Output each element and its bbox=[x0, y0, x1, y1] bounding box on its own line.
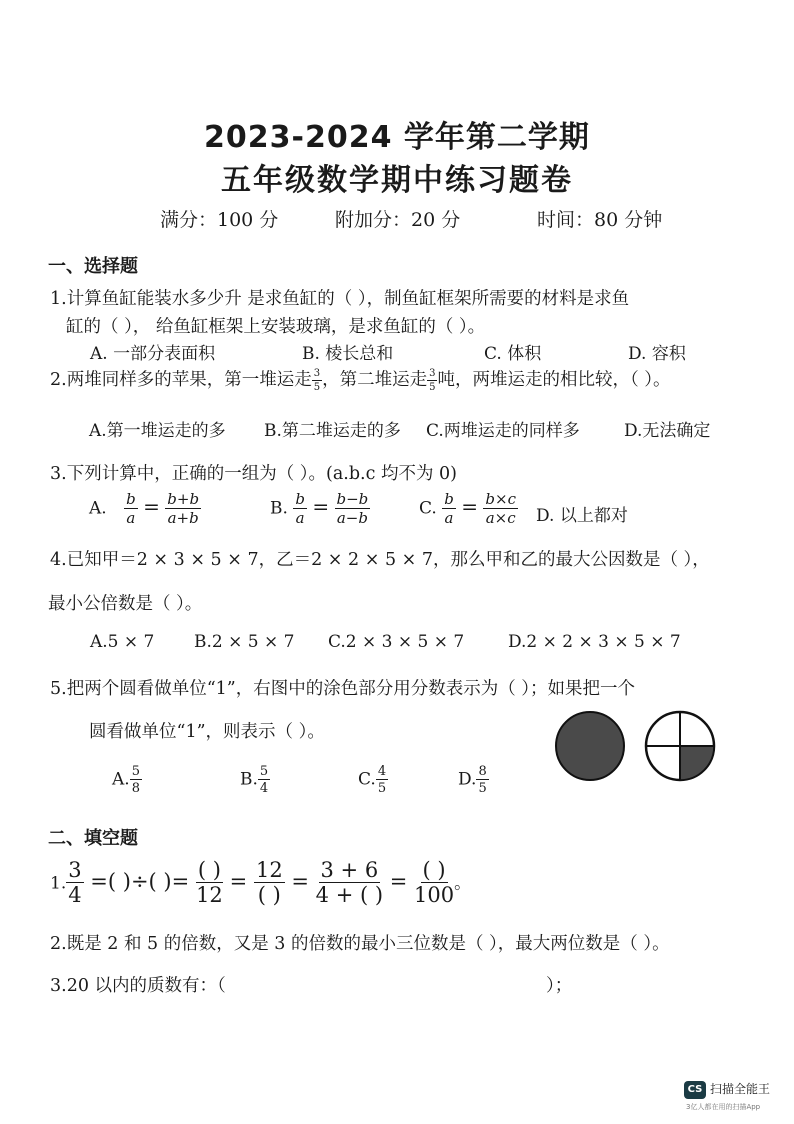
q1-option-a: A. 一部分表面积 bbox=[90, 344, 216, 364]
section2-heading: 二、填空题 bbox=[48, 828, 138, 849]
q2-line bbox=[50, 366, 671, 393]
exam-time: 时间：80 分钟 bbox=[537, 209, 663, 231]
q4-option-d: D.2 × 2 × 3 × 5 × 7 bbox=[508, 632, 681, 652]
q4-option-c: C.2 × 3 × 5 × 7 bbox=[328, 632, 465, 652]
q2-text-c: 吨，两堆运走的相比较，（ ）。 bbox=[437, 370, 671, 390]
q2-option-b: B.第二堆运走的多 bbox=[264, 421, 401, 441]
q5-option-a: A. $\frac{5}{8}$ bbox=[112, 764, 140, 796]
q1-option-b: B. 棱长总和 bbox=[302, 344, 394, 364]
s2-q3-text: 3.20 以内的质数有：（ bbox=[50, 976, 226, 996]
q2-fraction-1: $\frac{3}{5}$ bbox=[313, 367, 321, 393]
q4-line1: 4.已知甲＝2 × 3 × 5 × 7，乙＝2 × 2 × 5 × 7，那么甲和乙的最大公因数是（ ）， bbox=[50, 550, 710, 570]
s2-q3-end: ）； bbox=[546, 976, 573, 996]
q5-line1: 5.把两个圆看做单位“1”，右图中的涂色部分用分数表示为（ ）；如果把一个 bbox=[50, 679, 636, 699]
q2-option-c: C.两堆运走的同样多 bbox=[426, 421, 580, 441]
q2-fraction-2: $\frac{3}{5}$ bbox=[429, 367, 436, 393]
q4-option-a: A.5 × 7 bbox=[90, 632, 155, 652]
q3-option-a: A. $\frac{b}{a}$ = $\frac{b+b}{a+b}$ bbox=[89, 490, 200, 527]
q2-text-b: ，第二堆运走 bbox=[322, 370, 428, 390]
q2-option-d: D.无法确定 bbox=[624, 421, 711, 441]
q5-option-b: B. $\frac{5}{4}$ bbox=[240, 764, 269, 796]
q5-option-d: D. $\frac{8}{5}$ bbox=[458, 764, 487, 796]
q2-text-a: 2.两堆同样多的苹果，第一堆运走 bbox=[50, 370, 312, 390]
q3-option-d: D. 以上都对 bbox=[536, 506, 628, 526]
footer-tagline: 3亿人都在用的扫描App bbox=[686, 1103, 761, 1111]
q1-option-c: C. 体积 bbox=[484, 344, 542, 364]
q5-option-c: C. $\frac{4}{5}$ bbox=[358, 764, 387, 796]
q1-line1: 1.计算鱼缸能装水多少升 是求鱼缸的（ ），制鱼缸框架所需要的材料是求鱼 bbox=[50, 289, 630, 309]
q3-option-b: B. $\frac{b}{a}$ = $\frac{b-b}{a-b}$ bbox=[270, 490, 369, 527]
q4-option-b: B.2 × 5 × 7 bbox=[194, 632, 295, 652]
s2-q1-equation: 1. $\frac{3}{4}$ =( )÷( )= $\frac{( )}{12}$ = $\frac{12}{( )}$ = $\frac{3 + 6}{4 + ( )}$ = $\frac{( )}{100}$ 。 bbox=[50, 858, 472, 907]
q2-option-a: A.第一堆运走的多 bbox=[89, 421, 226, 441]
q5-circle-full-shaded bbox=[556, 712, 624, 780]
q1-option-d: D. 容积 bbox=[628, 344, 686, 364]
q5-circles-figure bbox=[550, 708, 720, 790]
section1-heading: 一、选择题 bbox=[48, 256, 138, 277]
camscanner-logo: CS bbox=[684, 1081, 706, 1099]
q3-option-c: C. $\frac{b}{a}$ = $\frac{b\times c}{a\times c}$ bbox=[419, 490, 516, 527]
q5-quarter-shade bbox=[680, 746, 714, 780]
q5-line2: 圆看做单位“1”，则表示（ ）。 bbox=[89, 722, 325, 742]
q1-line2: 缸的（ ）， 给鱼缸框架上安装玻璃，是求鱼缸的（ ）。 bbox=[66, 317, 486, 337]
q3-text: 3.下列计算中，正确的一组为（ ）。(a.b.c 均不为 0) bbox=[50, 464, 457, 484]
full-score: 满分：100 分 bbox=[160, 209, 279, 231]
q4-line2: 最小公倍数是（ ）。 bbox=[48, 594, 203, 614]
s2-q2-text: 2.既是 2 和 5 的倍数，又是 3 的倍数的最小三位数是（ ），最大两位数是（ ）。 bbox=[50, 934, 670, 954]
bonus-score: 附加分：20 分 bbox=[335, 209, 461, 231]
title-line1: 2023-2024 学年第二学期 bbox=[204, 120, 590, 155]
footer-brand: 扫描全能王 bbox=[710, 1082, 771, 1096]
title-line2: 五年级数学期中练习题卷 bbox=[221, 163, 573, 198]
